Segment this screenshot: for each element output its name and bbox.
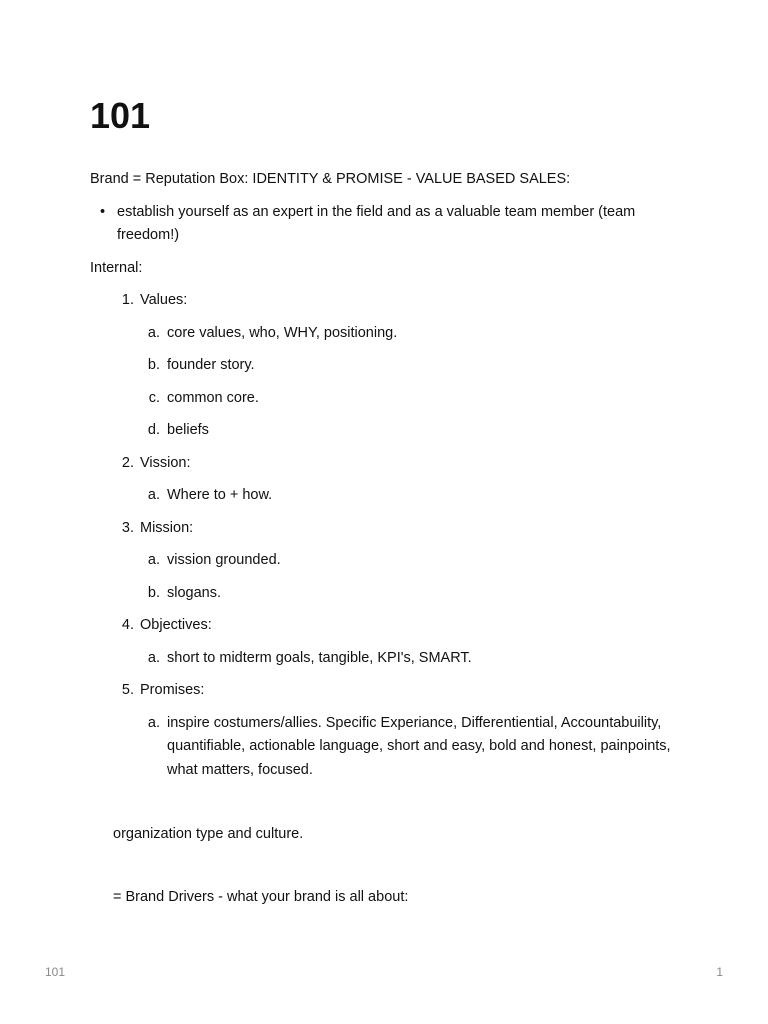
internal-label: Internal: (90, 259, 143, 276)
list-item-vission (90, 452, 690, 476)
sub-list-item (90, 712, 690, 783)
spacer (90, 791, 690, 823)
sub-list-marker: d. (147, 422, 160, 438)
list-item-label: Values: (140, 292, 188, 308)
intro-paragraph: Brand = Reputation Box: IDENTITY & PROMISE - VALUE BASED SALES: (90, 171, 571, 187)
sub-list-item (90, 647, 690, 671)
sub-list-item (90, 549, 690, 573)
list-marker: 3. (121, 519, 134, 536)
sub-list-marker: a. (147, 649, 160, 666)
bullet-item: • establish yourself as an expert in the field and as a valuable team member (team freedom!) (117, 201, 690, 248)
list-item-label: Objectives: (140, 617, 212, 633)
list-item-label: Promises: (140, 682, 205, 698)
drivers-paragraph: = Brand Drivers - what your brand is all about: (113, 888, 409, 905)
sub-list-item-text: inspire costumers/allies. Specific Experiance, Differentiential, Accountabuility, quantifiable, actionable language, short and easy, bold and honest, painpoints, what matters, focused. (167, 714, 671, 778)
sub-list-marker: a. (147, 487, 160, 503)
sub-list-item-text: short to midterm goals, tangible, KPI's, SMART. (167, 649, 472, 666)
sub-list-item-text: core values, who, WHY, positioning. (167, 324, 398, 341)
list-item-label: Mission: (140, 519, 194, 536)
sub-list-item-text: common core. (167, 389, 259, 406)
list-item-mission (90, 517, 690, 541)
list-item-objectives (90, 614, 690, 638)
sub-list-item (90, 354, 690, 378)
sub-list-marker: a. (147, 714, 160, 731)
sub-list-item (90, 582, 690, 606)
sub-list-item (90, 484, 690, 508)
sub-list-item (90, 419, 690, 443)
list-item-promises (90, 679, 690, 703)
sub-list-item-text: slogans. (167, 584, 222, 601)
org-paragraph: organization type and culture. (113, 826, 304, 842)
page-number: 1 (716, 965, 723, 979)
sub-list-marker: b. (147, 357, 160, 373)
document-body (90, 168, 690, 909)
sub-list-marker: b. (147, 584, 160, 601)
list-marker: 1. (121, 292, 134, 308)
page-title: 101 (90, 95, 151, 136)
sub-list-item (90, 387, 690, 411)
sub-list-item-text: founder story. (167, 357, 255, 373)
sub-list-item-text: vission grounded. (167, 552, 281, 568)
footer-title: 101 (45, 965, 66, 979)
sub-list-item-text: Where to + how. (167, 487, 273, 503)
sub-list-marker: a. (147, 324, 160, 341)
list-marker: 5. (121, 682, 134, 698)
list-marker: 4. (121, 617, 134, 633)
spacer (90, 847, 690, 886)
sub-list-marker: c. (148, 389, 160, 406)
bullet-list (90, 201, 690, 248)
sub-list-item (90, 322, 690, 346)
list-item-label: Vission: (140, 454, 191, 471)
sub-list-item-text: beliefs (167, 422, 209, 438)
list-item-values (90, 289, 690, 313)
sub-list-marker: a. (147, 552, 160, 568)
list-marker: 2. (121, 454, 134, 471)
